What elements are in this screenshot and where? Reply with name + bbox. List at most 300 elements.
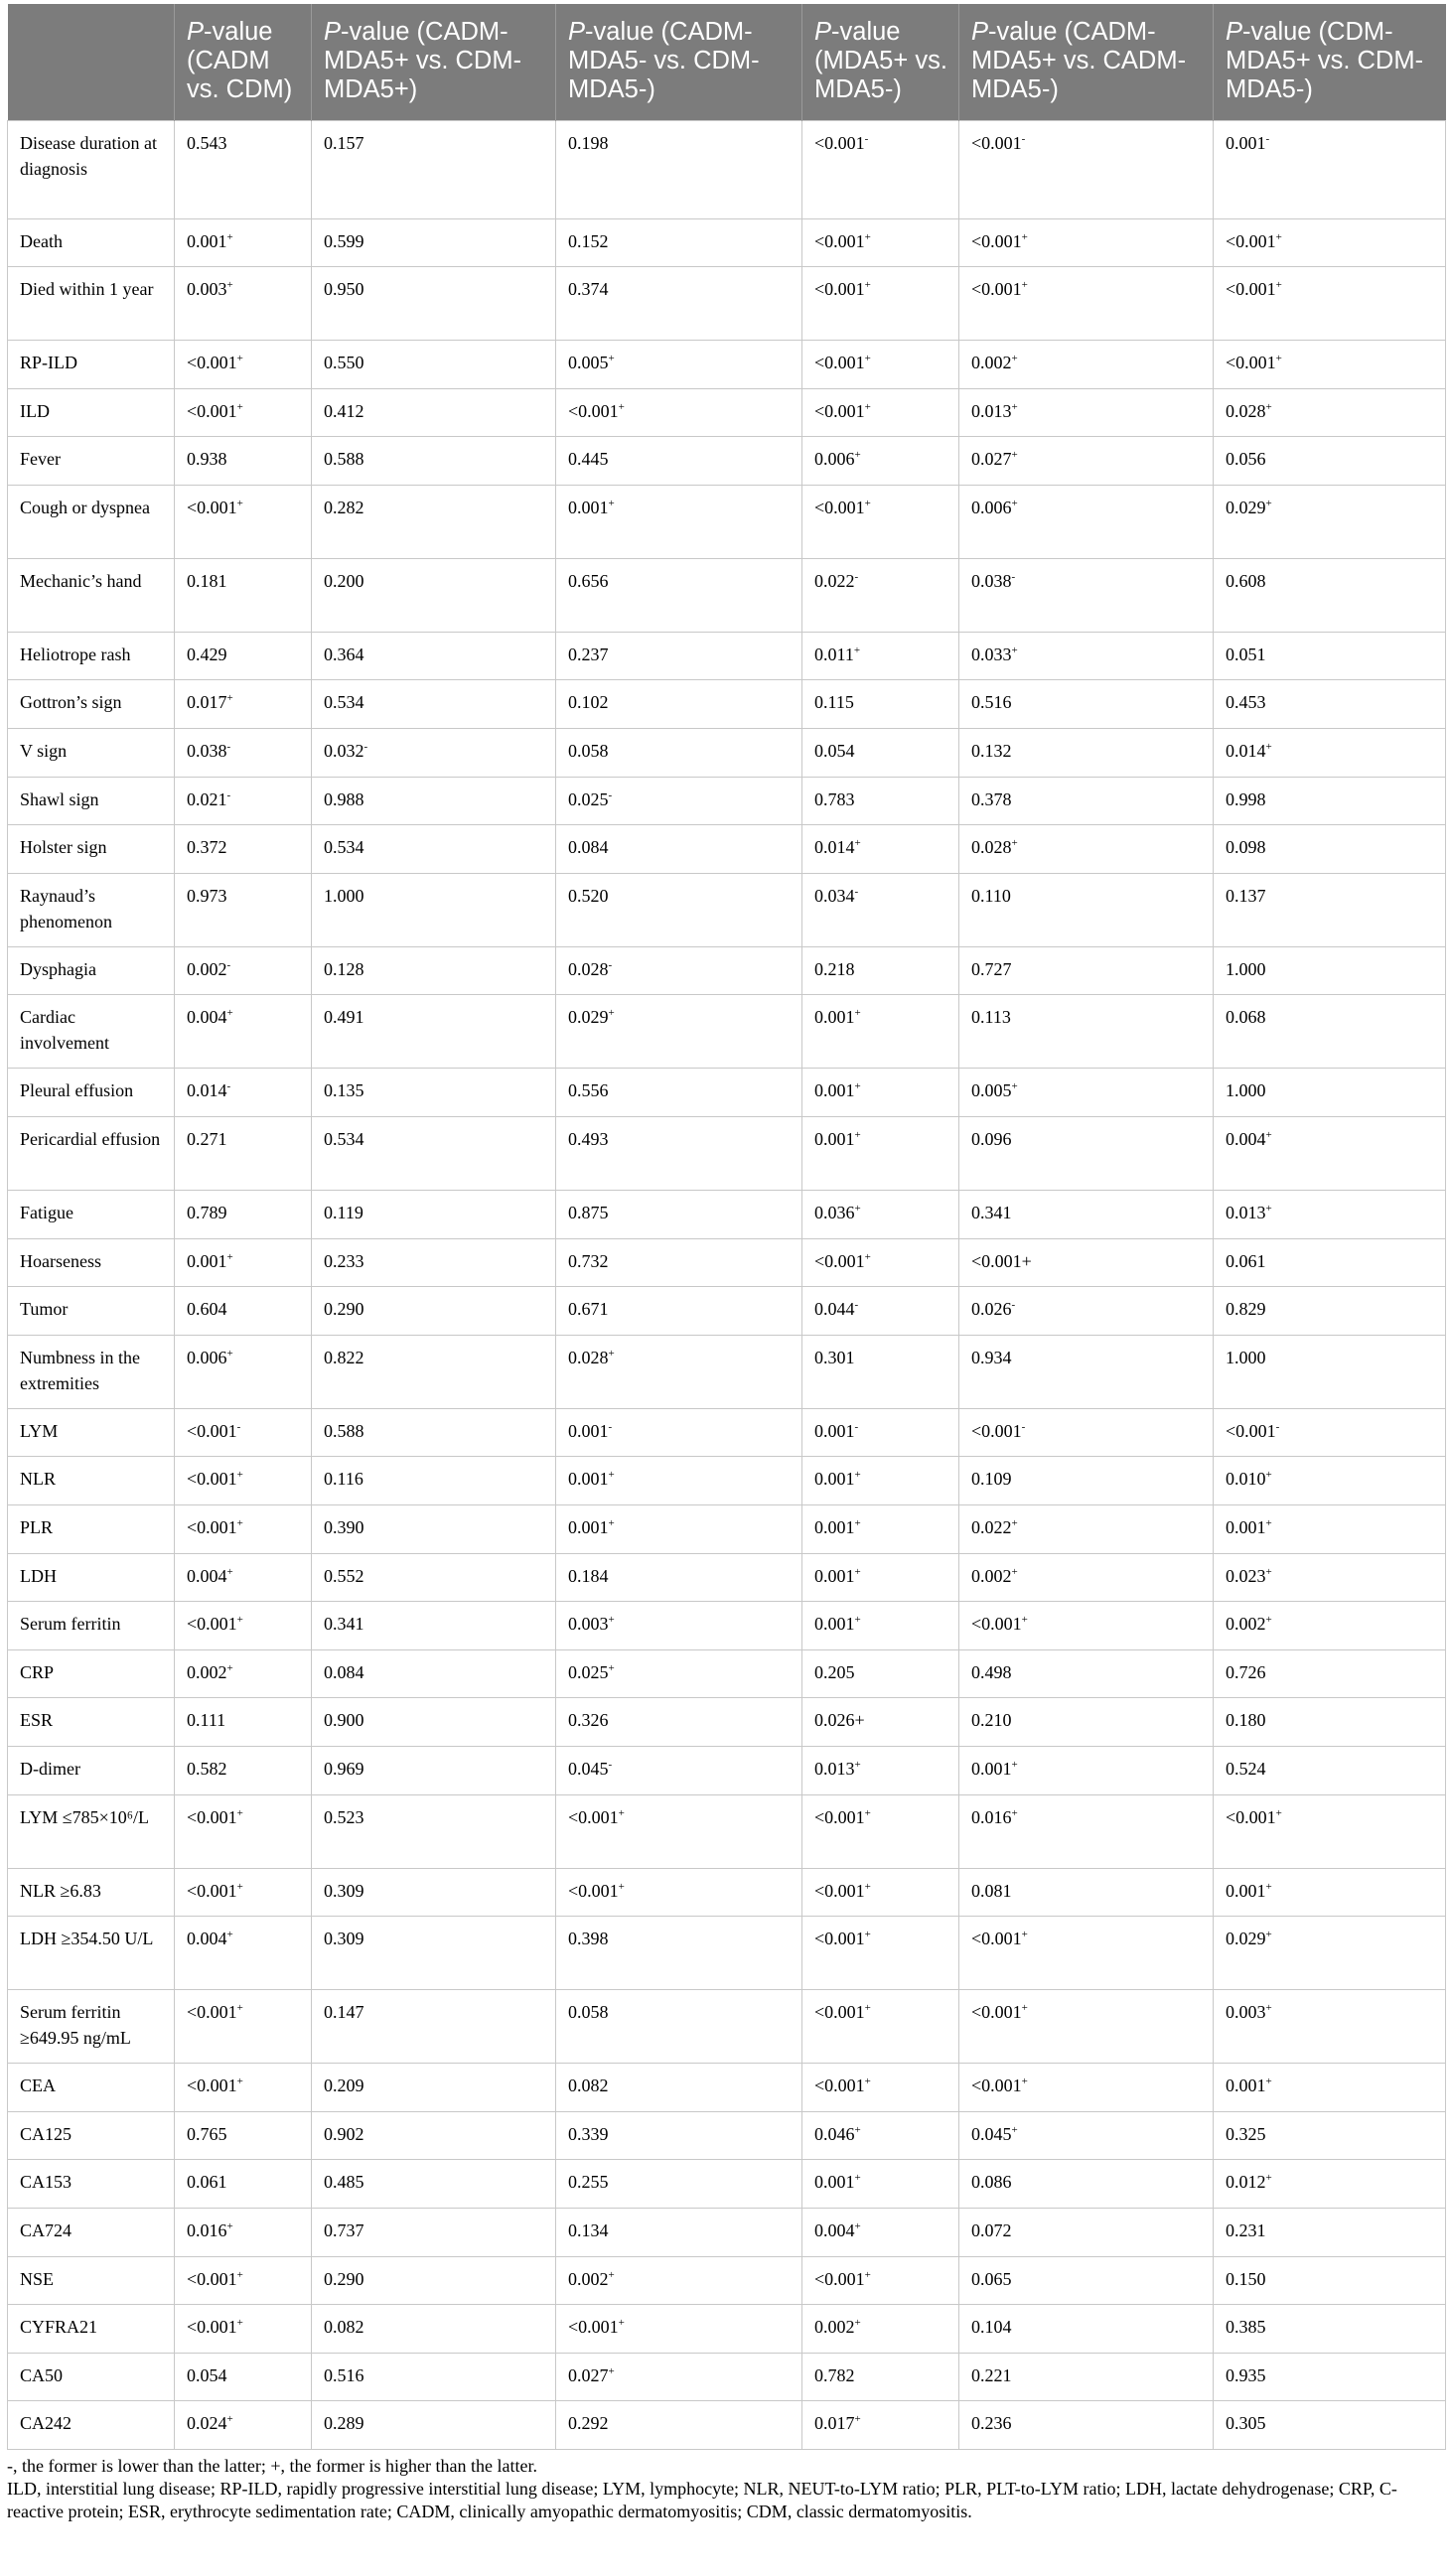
p-value: 0.875 [568, 1203, 609, 1223]
row-label: Raynaud’s phenomenon [8, 873, 175, 946]
p-value-cell [1214, 2353, 1446, 2401]
table-row [8, 995, 1446, 1069]
p-value: <0.001 [814, 230, 865, 251]
p-value-cell [556, 946, 802, 995]
column-header [556, 4, 802, 120]
p-value: 0.054 [814, 741, 855, 762]
p-value-cell [312, 1408, 556, 1457]
p-value-cell [1214, 680, 1446, 729]
p-value: 0.938 [187, 449, 227, 470]
direction-marker: + [1265, 1565, 1272, 1578]
direction-marker: + [1265, 2002, 1272, 2015]
header-label: -value (CADM vs. CDM) [187, 18, 293, 103]
p-value: 0.026+ [814, 1710, 865, 1731]
direction-marker: - [226, 741, 231, 754]
direction-marker: + [854, 1614, 861, 1627]
p-value: 0.001 [814, 1420, 855, 1441]
p-value: 0.005 [971, 1080, 1012, 1101]
p-value: 0.012 [1226, 2172, 1266, 2193]
p-value: 0.001 [187, 1250, 227, 1271]
p-value-cell [1214, 1553, 1446, 1602]
p-value-cell [959, 1457, 1214, 1505]
p-value: 0.003 [1226, 2002, 1266, 2023]
direction-marker: + [864, 497, 871, 509]
p-value: 0.001 [1226, 1880, 1266, 1901]
p-value-cell [959, 1602, 1214, 1650]
p-value: 0.364 [324, 644, 364, 664]
table-row [8, 680, 1446, 729]
p-value: 0.412 [324, 400, 364, 421]
row-label: RP-ILD [8, 341, 175, 389]
p-value: 0.004 [187, 1929, 227, 1949]
direction-marker: + [854, 2317, 861, 2330]
row-label: Tumor [8, 1287, 175, 1336]
p-value-cell [959, 2353, 1214, 2401]
p-value-cell [802, 2305, 959, 2354]
direction-marker: + [236, 2002, 243, 2015]
p-value-cell [959, 2305, 1214, 2354]
p-value-cell [175, 680, 312, 729]
p-value-cell [959, 680, 1214, 729]
p-value: 0.374 [568, 279, 609, 300]
p-value-cell [1214, 2111, 1446, 2160]
header-label: -value (MDA5+ vs. MDA5-) [814, 18, 947, 103]
p-value-cell [1214, 1457, 1446, 1505]
p-value: 0.016 [971, 1806, 1012, 1827]
p-value-cell [175, 1191, 312, 1239]
p-value: 0.292 [568, 2413, 609, 2434]
p-value-cell [175, 1408, 312, 1457]
row-label: CA724 [8, 2208, 175, 2256]
p-value-cell [802, 485, 959, 558]
direction-marker: + [864, 353, 871, 365]
p-value-cell [959, 995, 1214, 1069]
p-value: 0.027 [971, 449, 1012, 470]
p-value: 0.290 [324, 2268, 364, 2289]
p-value-cell [959, 1238, 1214, 1287]
p-value: 0.305 [1226, 2413, 1266, 2434]
direction-marker: + [853, 644, 861, 656]
p-value: <0.001 [187, 2075, 237, 2096]
p-value: 0.485 [324, 2172, 364, 2193]
row-label: NLR ≥6.83 [8, 1868, 175, 1917]
row-label: V sign [8, 729, 175, 778]
row-label: Numbness in the extremities [8, 1335, 175, 1408]
p-value: 0.001 [814, 1129, 855, 1150]
p-value: <0.001 [187, 1806, 237, 1827]
p-value-cell [175, 1505, 312, 1554]
p-value: 0.013 [814, 1758, 855, 1779]
footnote-legend: -, the former is lower than the latter; +, the former is higher than the latter. [7, 2455, 537, 2476]
p-value: 0.001 [187, 230, 227, 251]
p-value-cell [556, 995, 802, 1069]
p-value-cell [312, 680, 556, 729]
direction-marker: + [1011, 353, 1018, 365]
p-value-cell [1214, 1990, 1446, 2064]
header-p-italic: P [971, 18, 989, 46]
p-value: 0.147 [324, 2002, 364, 2023]
p-value-cell [802, 1335, 959, 1408]
p-value-cell [175, 1069, 312, 1117]
table-row [8, 267, 1446, 341]
p-value-cell [959, 1917, 1214, 1990]
p-value: 0.072 [971, 2219, 1012, 2240]
header-p-italic: P [187, 18, 205, 46]
direction-marker: + [236, 2075, 243, 2088]
p-value-cell [556, 1287, 802, 1336]
header-label: -value (CADM-MDA5+ vs. CADM-MDA5-) [971, 18, 1187, 103]
p-value: 0.022 [814, 570, 855, 591]
p-value: 0.036 [814, 1203, 855, 1223]
p-value: <0.001 [568, 400, 619, 421]
p-value-cell [556, 1457, 802, 1505]
p-value-cell [802, 680, 959, 729]
p-value-cell [1214, 1698, 1446, 1747]
p-value-cell [802, 946, 959, 995]
p-value: 0.116 [324, 1469, 363, 1490]
table-row [8, 632, 1446, 680]
p-value: 0.218 [814, 958, 855, 979]
p-value: 0.516 [971, 692, 1012, 713]
p-value: 0.534 [324, 1129, 364, 1150]
p-value: 0.523 [324, 1806, 364, 1827]
table-row [8, 1191, 1446, 1239]
p-value: <0.001 [971, 1420, 1022, 1441]
p-value-cell [802, 2111, 959, 2160]
row-label: NSE [8, 2256, 175, 2305]
column-header [175, 4, 312, 120]
row-label: Pleural effusion [8, 1069, 175, 1117]
p-value: 0.001 [568, 1420, 609, 1441]
table-row [8, 729, 1446, 778]
p-value: 0.004 [187, 1007, 227, 1028]
p-value: 0.309 [324, 1929, 364, 1949]
p-value-cell [312, 777, 556, 825]
p-value: 0.157 [324, 132, 364, 153]
p-value: <0.001 [187, 1469, 237, 1490]
p-value-cell [959, 341, 1214, 389]
row-label: LDH ≥354.50 U/L [8, 1917, 175, 1990]
table-row [8, 2064, 1446, 2112]
direction-marker: + [854, 1129, 861, 1142]
p-value-cell [312, 1553, 556, 1602]
p-value-cell [802, 632, 959, 680]
direction-marker: + [226, 1007, 233, 1020]
p-value-cell [175, 218, 312, 267]
table-row [8, 1408, 1446, 1457]
p-value: <0.001 [187, 1517, 237, 1537]
p-value: 0.552 [324, 1565, 364, 1586]
p-value: 0.588 [324, 1420, 364, 1441]
table-row [8, 1917, 1446, 1990]
p-value: 0.002 [971, 353, 1012, 373]
p-value-cell [959, 2256, 1214, 2305]
p-value: 0.002 [814, 2317, 855, 2338]
p-value-cell [959, 1553, 1214, 1602]
p-value: 0.006 [971, 497, 1012, 517]
p-value: 0.453 [1226, 692, 1266, 713]
p-value-cell [1214, 632, 1446, 680]
p-value-cell [802, 2064, 959, 2112]
p-value: <0.001 [814, 1250, 865, 1271]
p-value: <0.001 [814, 400, 865, 421]
p-value: <0.001 [187, 400, 237, 421]
table-row [8, 341, 1446, 389]
direction-marker: + [618, 400, 625, 413]
p-value-cell [312, 2064, 556, 2112]
direction-marker: + [226, 692, 233, 705]
p-value-cell [175, 1649, 312, 1698]
p-value: 0.004 [814, 2219, 855, 2240]
p-value-cell [802, 1698, 959, 1747]
p-value: <0.001 [814, 497, 865, 517]
p-value: <0.001 [568, 2317, 619, 2338]
p-value-cell [556, 2111, 802, 2160]
direction-marker: + [1265, 1929, 1272, 1941]
p-value: 1.000 [1226, 1347, 1266, 1367]
p-value: 0.493 [568, 1129, 609, 1150]
p-value: 0.051 [1226, 644, 1266, 664]
p-value-cell [1214, 1649, 1446, 1698]
p-value-cell [802, 2160, 959, 2209]
direction-marker: + [226, 2413, 233, 2426]
p-value-cell [959, 1794, 1214, 1868]
table-row [8, 485, 1446, 558]
p-value: 0.013 [971, 400, 1012, 421]
table-row [8, 1069, 1446, 1117]
p-value-cell [312, 1191, 556, 1239]
direction-marker: + [1265, 1203, 1272, 1216]
p-value-cell [556, 1335, 802, 1408]
p-value: 0.727 [971, 958, 1012, 979]
header-blank [8, 4, 175, 120]
p-value: 0.096 [971, 1129, 1012, 1150]
row-label: LYM [8, 1408, 175, 1457]
p-value-cell [556, 1069, 802, 1117]
p-value-cell [175, 1746, 312, 1794]
header-label: -value (CDM-MDA5+ vs. CDM-MDA5-) [1226, 18, 1424, 103]
direction-marker: - [854, 1299, 859, 1312]
p-value-cell [175, 2256, 312, 2305]
p-value: 0.150 [1226, 2268, 1266, 2289]
p-value-cell [312, 2208, 556, 2256]
direction-marker: + [1021, 279, 1028, 292]
p-value-cell [556, 1191, 802, 1239]
p-value-cell [556, 1649, 802, 1698]
p-value-cell [959, 1287, 1214, 1336]
p-value-cell [175, 1457, 312, 1505]
p-value: <0.001 [814, 2075, 865, 2096]
p-value: <0.001 [187, 353, 237, 373]
p-value: 0.556 [568, 1080, 609, 1101]
p-value: 0.056 [1226, 449, 1266, 470]
p-value-cell [1214, 1238, 1446, 1287]
table-row [8, 120, 1446, 218]
p-value: 0.001 [568, 1517, 609, 1537]
direction-marker: + [864, 1806, 871, 1819]
direction-marker: + [1265, 741, 1272, 754]
direction-marker: + [226, 1347, 233, 1360]
p-value: 1.000 [324, 885, 364, 906]
direction-marker: - [226, 788, 231, 801]
direction-marker: + [618, 1806, 625, 1819]
direction-marker: + [1011, 2123, 1018, 2136]
direction-marker: - [226, 1080, 231, 1093]
header-p-italic: P [814, 18, 832, 46]
direction-marker: + [864, 2075, 871, 2088]
p-value: 0.198 [568, 132, 609, 153]
direction-marker: + [854, 1203, 861, 1216]
p-value-cell [175, 437, 312, 486]
table-row [8, 2353, 1446, 2401]
direction-marker: + [236, 400, 243, 413]
table-row [8, 1990, 1446, 2064]
direction-marker: - [1265, 132, 1270, 145]
direction-marker: + [854, 2172, 861, 2185]
p-value-cell [802, 2208, 959, 2256]
p-value: 0.390 [324, 1517, 364, 1537]
p-value-cell [175, 2353, 312, 2401]
p-value-cell [312, 2401, 556, 2450]
row-label: Dysphagia [8, 946, 175, 995]
p-value-cell [1214, 873, 1446, 946]
p-value-cell [1214, 120, 1446, 218]
p-value: 0.001 [568, 1469, 609, 1490]
direction-marker: + [1265, 1614, 1272, 1627]
direction-marker: + [608, 1007, 615, 1020]
direction-marker: + [854, 2413, 861, 2426]
p-value-cell [802, 1117, 959, 1191]
p-value: <0.001 [187, 497, 237, 517]
p-value: <0.001 [971, 2002, 1022, 2023]
p-value: 0.046 [814, 2123, 855, 2144]
p-value-cell [175, 825, 312, 874]
direction-marker: + [226, 1565, 233, 1578]
p-value: 0.038 [187, 741, 227, 762]
row-label: Pericardial effusion [8, 1117, 175, 1191]
p-value-cell [1214, 995, 1446, 1069]
direction-marker: - [864, 132, 869, 145]
p-value: 1.000 [1226, 1080, 1266, 1101]
direction-marker: + [1275, 1806, 1282, 1819]
p-value: 0.132 [971, 741, 1012, 762]
p-value: 0.829 [1226, 1299, 1266, 1320]
p-value-cell [959, 437, 1214, 486]
direction-marker: + [1011, 497, 1018, 509]
p-value: <0.001 [187, 2317, 237, 2338]
p-value-cell [175, 2160, 312, 2209]
table-header [8, 4, 1446, 120]
p-value-cell [556, 558, 802, 632]
p-value: 0.326 [568, 1710, 609, 1731]
p-value: 0.061 [187, 2172, 227, 2193]
column-header [1214, 4, 1446, 120]
p-value-cell [802, 388, 959, 437]
p-value: 0.726 [1226, 1661, 1266, 1682]
p-value-cell [959, 267, 1214, 341]
p-value-cell [312, 2305, 556, 2354]
p-value-cell [959, 2208, 1214, 2256]
direction-marker: - [608, 1758, 613, 1771]
direction-marker: + [864, 1880, 871, 1893]
p-value: 0.013 [1226, 1203, 1266, 1223]
column-header [312, 4, 556, 120]
direction-marker: + [236, 1517, 243, 1529]
direction-marker: + [854, 1469, 861, 1482]
p-value-cell [802, 729, 959, 778]
p-value: 0.205 [814, 1661, 855, 1682]
p-value-cell [175, 995, 312, 1069]
direction-marker: + [236, 497, 243, 509]
p-value-cell [802, 1287, 959, 1336]
p-value: 0.900 [324, 1710, 364, 1731]
direction-marker: + [854, 1080, 861, 1093]
p-value-cell [959, 1408, 1214, 1457]
p-value-cell [556, 2064, 802, 2112]
direction-marker: + [1011, 1565, 1018, 1578]
table-row [8, 1746, 1446, 1794]
p-value: 0.255 [568, 2172, 609, 2193]
p-value-cell [1214, 218, 1446, 267]
direction-marker: + [608, 1469, 615, 1482]
p-value: 0.001 [814, 1614, 855, 1635]
p-value-cell [556, 1553, 802, 1602]
p-value-cell [802, 1457, 959, 1505]
p-value-cell [959, 946, 1214, 995]
p-value: 0.822 [324, 1347, 364, 1367]
p-value: 0.534 [324, 837, 364, 858]
p-value-cell [312, 1698, 556, 1747]
p-value: 0.023 [1226, 1565, 1266, 1586]
row-label: Fever [8, 437, 175, 486]
p-value: 0.231 [1226, 2219, 1266, 2240]
p-value: 0.115 [814, 692, 854, 713]
p-value: 0.950 [324, 279, 364, 300]
direction-marker: + [1011, 644, 1018, 656]
p-value: 0.025 [568, 788, 609, 809]
table-row [8, 1505, 1446, 1554]
p-value-cell [312, 729, 556, 778]
p-value-cell [312, 1117, 556, 1191]
p-value-cell [1214, 485, 1446, 558]
p-value: 0.385 [1226, 2317, 1266, 2338]
table-row [8, 2256, 1446, 2305]
p-value: 0.033 [971, 644, 1012, 664]
direction-marker: - [854, 1420, 859, 1433]
p-value-cell [959, 1335, 1214, 1408]
p-value: 0.180 [1226, 1710, 1266, 1731]
p-value-cell [175, 2305, 312, 2354]
p-value: 0.016 [187, 2219, 227, 2240]
p-value-cell [959, 218, 1214, 267]
p-value: <0.001 [971, 279, 1022, 300]
table-row [8, 437, 1446, 486]
p-value-cell [312, 341, 556, 389]
p-value-cell [556, 1505, 802, 1554]
direction-marker: - [226, 958, 231, 971]
row-label: LYM ≤785×10⁶/L [8, 1794, 175, 1868]
p-value: 0.038 [971, 570, 1012, 591]
p-value: 0.608 [1226, 570, 1266, 591]
direction-marker: + [1275, 353, 1282, 365]
p-value-cell [312, 267, 556, 341]
p-value: 0.004 [1226, 1129, 1266, 1150]
p-value: 0.221 [971, 2364, 1012, 2385]
p-value-cell [802, 1505, 959, 1554]
p-value-cell [312, 1794, 556, 1868]
p-value: 0.045 [568, 1758, 609, 1779]
p-value: 0.732 [568, 1250, 609, 1271]
